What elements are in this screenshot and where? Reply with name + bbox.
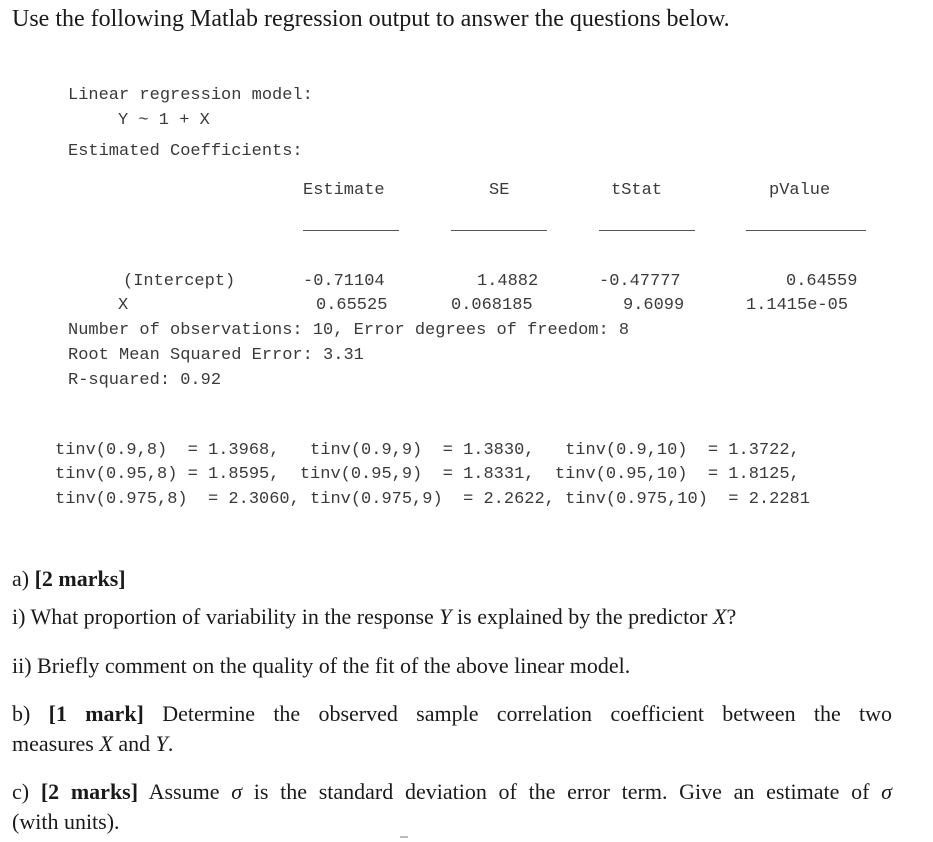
cell-se: 0.068185 xyxy=(451,296,533,315)
header-estimate: Estimate xyxy=(303,181,385,200)
header-pvalue: pValue xyxy=(769,181,831,200)
question-a-label: a) xyxy=(12,566,30,591)
question-b-line2: measures X and Y. xyxy=(12,731,174,756)
tinv-line: tinv(0.95,8) = 1.8595, tinv(0.95,9) = 1.8331, tinv(0.95,10) = 1.8125, xyxy=(55,465,800,484)
scan-mark xyxy=(400,836,408,838)
row-name: X xyxy=(118,296,129,315)
cell-tstat: 9.6099 xyxy=(623,296,685,315)
cell-se: 1.4882 xyxy=(477,272,539,291)
rmse-line: Root Mean Squared Error: 3.31 xyxy=(68,346,364,365)
rsquared-line: R-squared: 0.92 xyxy=(68,371,222,390)
question-c-line2: (with units). xyxy=(12,809,120,834)
question-a-marks: [2 marks] xyxy=(34,566,126,591)
observations-line: Number of observations: 10, Error degrees of freedom: 8 xyxy=(68,321,630,340)
cell-pvalue: 0.64559 xyxy=(786,272,858,291)
cell-estimate: -0.71104 xyxy=(303,272,385,291)
tinv-line: tinv(0.975,8) = 2.3060, tinv(0.975,9) = 2.2622, tinv(0.975,10) = 2.2281 xyxy=(55,490,810,509)
tinv-line: tinv(0.9,8) = 1.3968, tinv(0.9,9) = 1.3830, tinv(0.9,10) = 1.3722, xyxy=(55,441,800,460)
coefficients-title: Estimated Coefficients: xyxy=(68,142,303,161)
header-rule-se xyxy=(451,230,547,231)
cell-estimate: 0.65525 xyxy=(316,296,388,315)
question-a-ii: ii) Briefly comment on the quality of the fit of the above linear model. xyxy=(12,653,631,678)
header-rule-pvalue xyxy=(746,230,866,231)
cell-pvalue: 1.1415e-05 xyxy=(746,296,849,315)
instructions-text: Use the following Matlab regression output to answer the questions below. xyxy=(12,6,730,32)
header-rule-estimate xyxy=(303,230,399,231)
header-rule-tstat xyxy=(599,230,695,231)
question-a-heading xyxy=(12,566,126,592)
header-se: SE xyxy=(489,181,510,200)
row-name: (Intercept) xyxy=(123,272,236,291)
model-formula: Y ~ 1 + X xyxy=(118,111,210,130)
question-a-i: i) What proportion of variability in the response Y is explained by the predictor X? xyxy=(12,604,737,629)
header-tstat: tStat xyxy=(611,181,663,200)
question-b-line1: b) [1 mark] Determine the observed sample correlation coefficient between the two xyxy=(12,701,893,726)
model-title: Linear regression model: xyxy=(68,86,313,105)
cell-tstat: -0.47777 xyxy=(599,272,681,291)
question-c-line1: c) [2 marks] Assume σ is the standard deviation of the error term. Give an estimate of σ xyxy=(12,779,893,804)
